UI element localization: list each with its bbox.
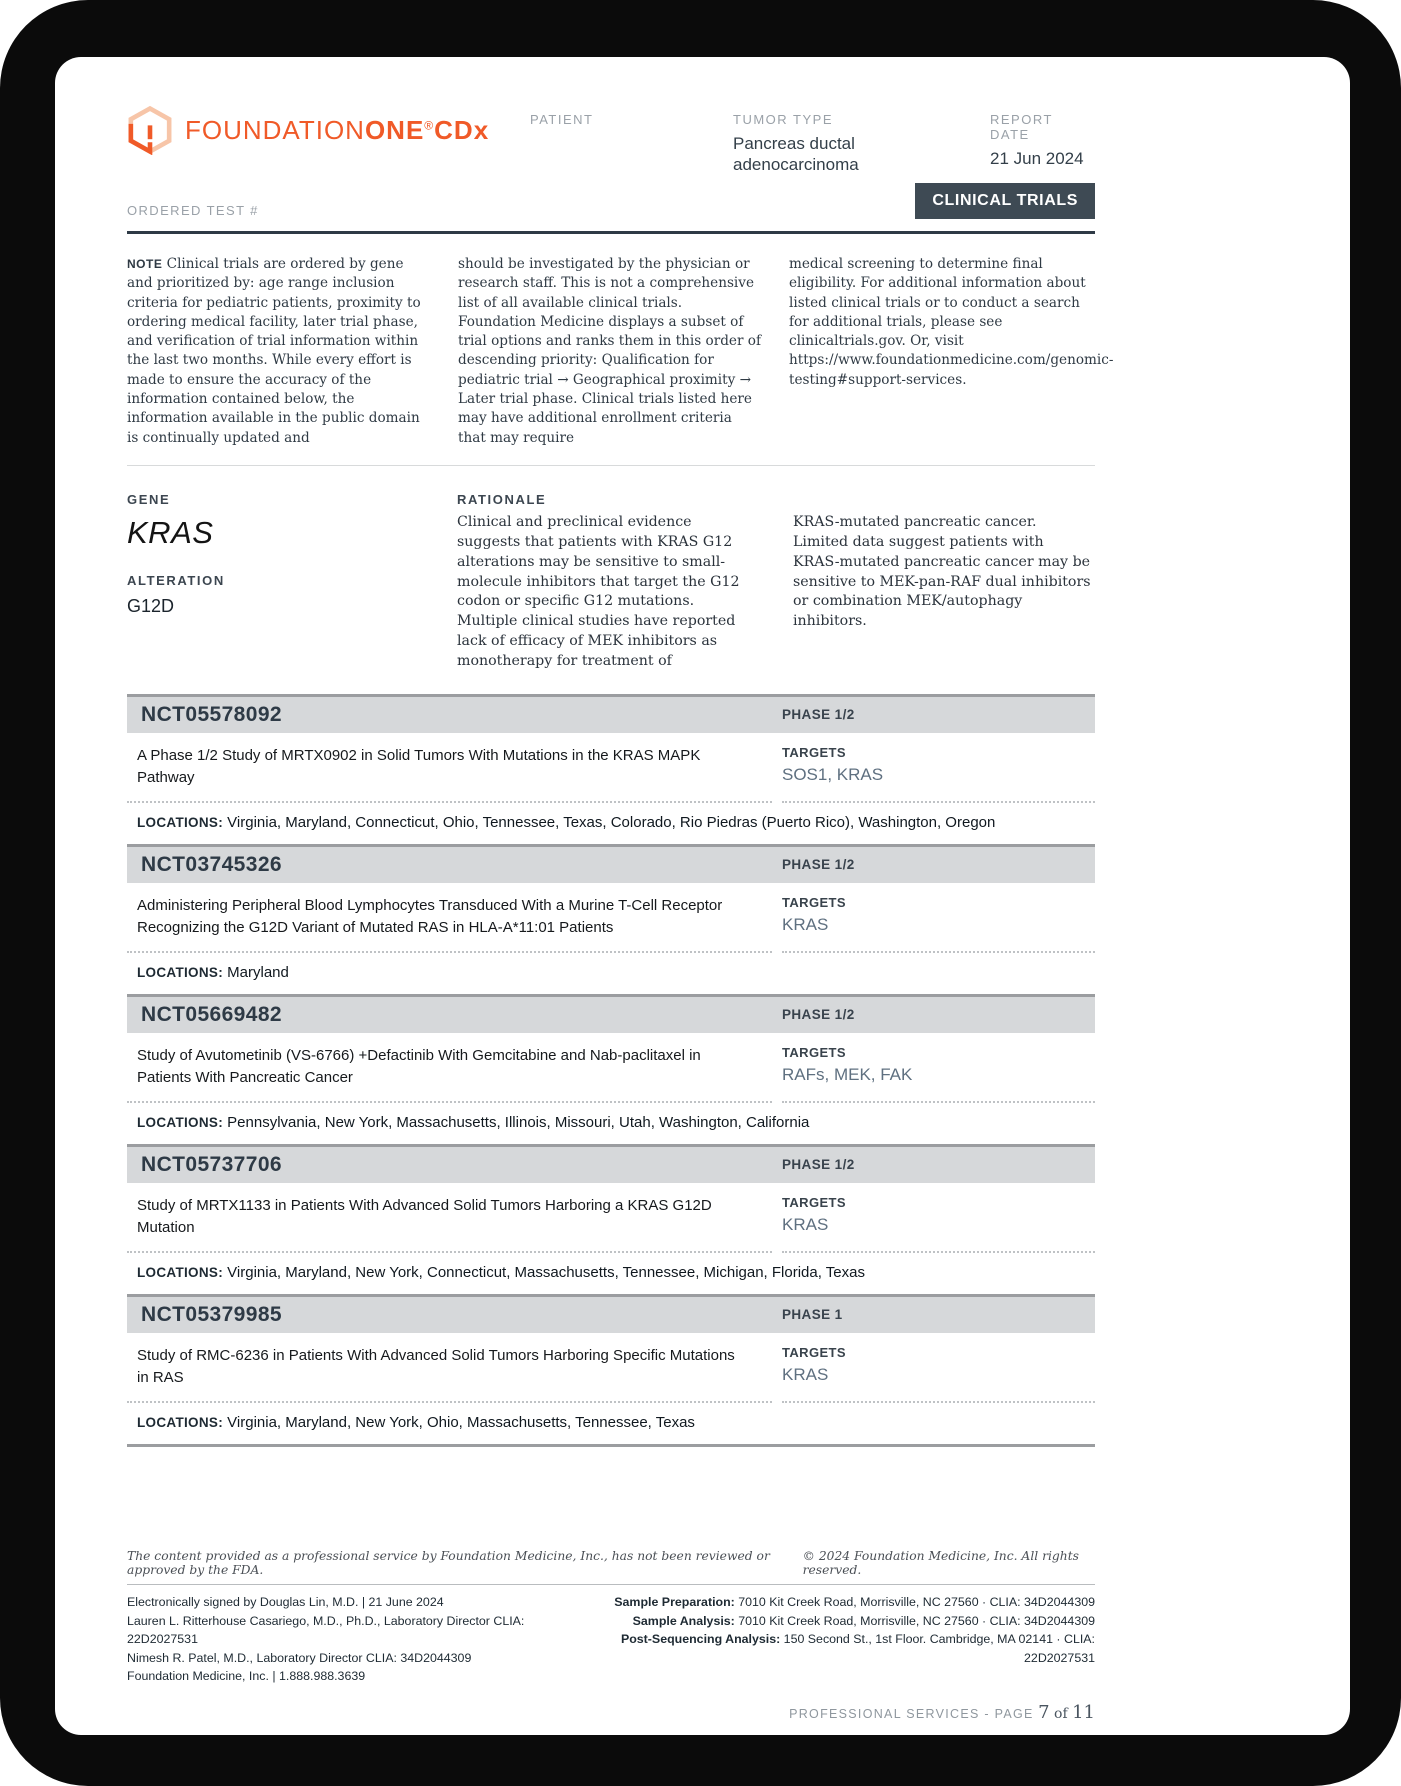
logo-cdx: CDx — [434, 114, 490, 145]
targets-value: RAFs, MEK, FAK — [782, 1064, 913, 1084]
targets-label: TARGETS — [782, 1344, 846, 1360]
trial-locations — [127, 1253, 1095, 1294]
targets-label: TARGETS — [782, 744, 846, 760]
dotted-divider — [127, 951, 1095, 953]
trial-targets — [782, 1195, 1082, 1245]
address-line — [575, 1593, 1095, 1612]
address-value: 150 Second St., 1st Floor. Cambridge, MA 02141 · CLIA: 22D2027531 — [780, 1632, 1095, 1665]
foundation-one-logo — [127, 105, 489, 155]
note-column-2: should be investigated by the physician or research staff. This is not a comprehensive list of all available clinical trials. Foundation Medicine displays a subset of trial options and ranks them in this order of descending priority: Qualification for pediatric trial → Geographical proximity → Later trial phase. Clinical trials listed here may have additional enrollment criteria that may require — [458, 256, 762, 446]
page-current: 7 — [1038, 1702, 1050, 1724]
trial-header-band — [127, 994, 1095, 1033]
rationale-text-1: Clinical and preclinical evidence suggests that patients with KRAS G12 alterations may be sensitive to small-molecule inhibitors that target the G12 codon or specific G12 mutations. Multiple clinical studies have reported lack of efficacy of MEK inhibitors as monotherapy for treatment of — [457, 513, 740, 670]
note-column-1-text: Clinical trials are ordered by gene and prioritized by: age range inclusion criteria for pediatric patients, proximity to ordering medical facility, later trial phase, and verification of trial information within the last two months. While every effort is made to ensure the accuracy of the information contained below, the information available in the public domain is continually updated and — [127, 256, 421, 446]
report-header — [127, 57, 1095, 234]
trial-phase: PHASE 1/2 — [782, 1157, 855, 1173]
trial-row — [127, 1294, 1095, 1444]
targets-label: TARGETS — [782, 1194, 846, 1210]
footer-divider — [127, 1584, 1095, 1585]
report-date-value: 21 Jun 2024 — [990, 149, 1084, 168]
targets-value: KRAS — [782, 1364, 829, 1384]
signature-block — [127, 1593, 575, 1686]
address-line — [575, 1630, 1095, 1667]
trial-header-band — [127, 694, 1095, 733]
trial-title: Study of Avutometinib (VS-6766) +Defactinib With Gemcitabine and Nab-paclitaxel in Patients With Pancreatic Cancer — [137, 1046, 701, 1086]
trial-header-band — [127, 844, 1095, 883]
signature-line: Nimesh R. Patel, M.D., Laboratory Director CLIA: 34D2044309 — [127, 1650, 472, 1665]
signature-line: Foundation Medicine, Inc. | 1.888.988.3639 — [127, 1669, 366, 1684]
clinical-trials-badge: CLINICAL TRIALS — [915, 183, 1095, 219]
trial-header-band — [127, 1294, 1095, 1333]
tumor-type-label: TUMOR TYPE — [733, 112, 833, 127]
locations-label: LOCATIONS: — [137, 1414, 223, 1430]
locations-label: LOCATIONS: — [137, 964, 223, 980]
tumor-type-value: Pancreas ductal adenocarcinoma — [733, 134, 859, 175]
alteration-value: G12D — [127, 595, 175, 616]
page-of-word: of — [1054, 1706, 1068, 1723]
note-label: NOTE — [127, 257, 163, 271]
trial-locations — [127, 803, 1095, 844]
signature-line: Lauren L. Ritterhouse Casariego, M.D., Ph.D., Laboratory Director CLIA: 22D2027531 — [127, 1613, 525, 1647]
patient-label: PATIENT — [530, 112, 594, 127]
report-page — [55, 57, 1350, 1735]
page-indicator-prefix: PROFESSIONAL SERVICES - PAGE — [789, 1707, 1034, 1722]
report-footer — [127, 1549, 1095, 1723]
trial-row — [127, 994, 1095, 1144]
trial-targets — [782, 745, 1082, 795]
trial-nct-id: NCT05737706 — [141, 1152, 282, 1176]
note-divider — [127, 465, 1095, 466]
lab-address-block — [575, 1593, 1095, 1686]
locations-label: LOCATIONS: — [137, 1264, 223, 1280]
dotted-divider — [127, 1101, 1095, 1103]
note-section — [127, 255, 1114, 448]
rationale-column — [457, 492, 1095, 672]
copyright-notice: © 2024 Foundation Medicine, Inc. All rights reserved. — [802, 1549, 1079, 1577]
page-total: 11 — [1072, 1702, 1095, 1724]
address-line — [575, 1612, 1095, 1631]
trial-phase: PHASE 1/2 — [782, 707, 855, 723]
trial-locations — [127, 953, 1095, 994]
trial-row — [127, 844, 1095, 994]
note-column-1 — [127, 255, 432, 448]
rationale-text-2: KRAS-mutated pancreatic cancer. Limited data suggest patients with KRAS-mutated pancreatic cancer may be sensitive to MEK-pan-RAF dual inhibitors or combination MEK/autophagy inhibitors. — [793, 513, 1091, 630]
trial-title: A Phase 1/2 Study of MRTX0902 in Solid Tumors With Mutations in the KRAS MAPK Pathway — [137, 746, 701, 786]
trials-list — [127, 694, 1095, 1447]
address-label: Sample Preparation: — [614, 1595, 735, 1609]
dotted-divider — [127, 1401, 1095, 1403]
locations-value: Virginia, Maryland, New York, Connecticut, Massachusetts, Tennessee, Michigan, Florida, Texas — [227, 1263, 865, 1281]
gene-name: KRAS — [127, 514, 214, 550]
locations-value: Virginia, Maryland, New York, Ohio, Massachusetts, Tennessee, Texas — [227, 1413, 695, 1431]
targets-label: TARGETS — [782, 1044, 846, 1060]
ordered-test-label: ORDERED TEST # — [127, 203, 259, 218]
locations-label: LOCATIONS: — [137, 814, 223, 830]
rationale-label: RATIONALE — [457, 491, 547, 507]
tumor-type-column — [733, 112, 903, 176]
targets-label: TARGETS — [782, 894, 846, 910]
gene-label: GENE — [127, 491, 171, 507]
note-column-3: medical screening to determine final eligibility. For additional information about listed clinical trials or to conduct a search for additional trials, please see clinicaltrials.gov. Or, visit https://www.foundationmedicine.com/genomic-testing#support-services. — [789, 256, 1114, 388]
logo-wordmark — [185, 115, 489, 146]
trial-title: Study of MRTX1133 in Patients With Advanced Solid Tumors Harboring a KRAS G12D Mutation — [137, 1196, 712, 1236]
address-value: 7010 Kit Creek Road, Morrisville, NC 27560 · CLIA: 34D2044309 — [734, 1613, 1095, 1628]
signature-line: Electronically signed by Douglas Lin, M.D. | 21 June 2024 — [127, 1595, 444, 1609]
address-label: Sample Analysis: — [632, 1613, 735, 1628]
address-value: 7010 Kit Creek Road, Morrisville, NC 27560 · CLIA: 34D2044309 — [734, 1595, 1095, 1609]
targets-value: KRAS — [782, 914, 829, 934]
trial-targets — [782, 1045, 1082, 1095]
trial-locations — [127, 1403, 1095, 1444]
trial-header-band — [127, 1144, 1095, 1183]
trial-targets — [782, 895, 1082, 945]
dotted-divider — [127, 801, 1095, 803]
dotted-divider — [127, 1251, 1095, 1253]
targets-value: KRAS — [782, 1214, 829, 1234]
foundation-medicine-logo-icon — [127, 105, 173, 155]
trial-nct-id: NCT05669482 — [141, 1002, 282, 1026]
trial-locations — [127, 1103, 1095, 1144]
fda-disclaimer: The content provided as a professional service by Foundation Medicine, Inc., has not been reviewed or approved by the FDA. — [127, 1549, 770, 1577]
logo-one: ONE — [364, 114, 425, 145]
trial-targets — [782, 1345, 1082, 1395]
trial-title: Administering Peripheral Blood Lymphocytes Transduced With a Murine T-Cell Receptor Recognizing the G12D Variant of Mutated RAS in HLA-A*11:01 Patients — [137, 896, 723, 936]
trial-row — [127, 1144, 1095, 1294]
trial-title: Study of RMC-6236 in Patients With Advanced Solid Tumors Harboring Specific Mutations in RAS — [137, 1346, 735, 1386]
locations-label: LOCATIONS: — [137, 1114, 223, 1130]
locations-value: Pennsylvania, New York, Massachusetts, Illinois, Missouri, Utah, Washington, California — [227, 1113, 810, 1131]
alteration-label: ALTERATION — [127, 572, 225, 588]
trial-phase: PHASE 1/2 — [782, 1007, 855, 1023]
trial-nct-id: NCT05578092 — [141, 702, 282, 726]
gene-column — [127, 492, 457, 672]
page-indicator — [127, 1702, 1095, 1723]
registered-mark: ® — [424, 117, 435, 132]
logo-foundation: FOUNDATION — [185, 114, 365, 145]
report-date-label: REPORT DATE — [990, 112, 1053, 142]
trial-phase: PHASE 1/2 — [782, 857, 855, 873]
report-date-column — [990, 112, 1095, 169]
patient-column — [530, 112, 593, 127]
targets-value: SOS1, KRAS — [782, 764, 884, 784]
trial-row — [127, 694, 1095, 844]
locations-value: Maryland — [227, 963, 289, 981]
trial-nct-id: NCT03745326 — [141, 852, 282, 876]
trial-phase: PHASE 1 — [782, 1307, 843, 1323]
locations-value: Virginia, Maryland, Connecticut, Ohio, Tennessee, Texas, Colorado, Rio Piedras (Puerto Rico), Washington, Oregon — [227, 813, 996, 831]
gene-rationale-section — [127, 492, 1095, 672]
trial-nct-id: NCT05379985 — [141, 1302, 282, 1326]
address-label: Post-Sequencing Analysis: — [620, 1632, 781, 1647]
